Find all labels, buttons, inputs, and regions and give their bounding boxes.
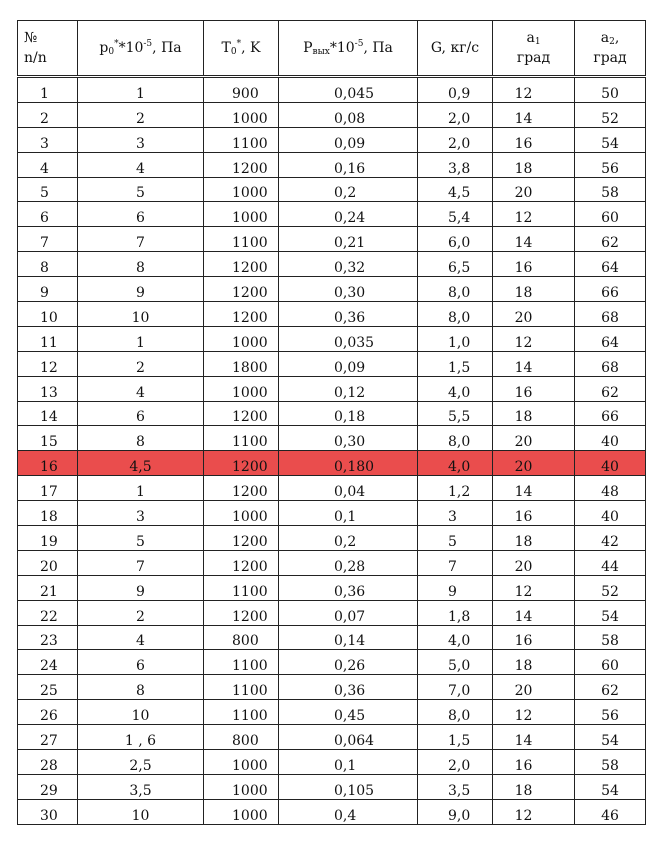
cell-a2: 56 [575,152,646,177]
table-row [18,550,646,575]
cell-t0: 1000 [204,177,279,202]
cell-t0: 1200 [204,526,279,551]
cell-t0: 1200 [204,550,279,575]
cell-a2: 58 [575,625,646,650]
cell-number: 8 [18,252,78,277]
header-a2 [575,21,646,77]
table-row [18,426,646,451]
cell-number: 3 [18,127,78,152]
cell-number: 20 [18,550,78,575]
cell-a2: 60 [575,202,646,227]
cell-p0: 8 [78,675,204,700]
header-pvyh-exp: -5 [354,39,364,49]
table-row [18,202,646,227]
cell-g: 1,0 [418,326,493,351]
cell-a2: 66 [575,401,646,426]
cell-t0: 1000 [204,501,279,526]
table-row [18,152,646,177]
cell-t0: 1000 [204,774,279,799]
cell-pvyh: 0,28 [279,550,418,575]
header-a2-line2: град [593,50,627,66]
table-row [18,675,646,700]
table-row [18,625,646,650]
cell-a1: 20 [493,302,575,327]
cell-a1: 18 [493,774,575,799]
cell-g: 4,0 [418,625,493,650]
cell-a1: 18 [493,526,575,551]
cell-g: 8,0 [418,426,493,451]
cell-g: 6,5 [418,252,493,277]
cell-t0: 1100 [204,227,279,252]
cell-pvyh: 0,105 [279,774,418,799]
cell-number: 29 [18,774,78,799]
table-row [18,302,646,327]
cell-a2: 62 [575,227,646,252]
cell-pvyh: 0,32 [279,252,418,277]
header-pvyh-tail: , Па [363,40,393,56]
cell-number: 10 [18,302,78,327]
table-row [18,177,646,202]
header-p0-sup: * [114,39,119,49]
cell-a1: 20 [493,426,575,451]
cell-a1: 16 [493,625,575,650]
cell-g: 8,0 [418,277,493,302]
cell-p0: 10 [78,700,204,725]
cell-a1: 12 [493,326,575,351]
cell-g: 1,5 [418,351,493,376]
cell-g: 5 [418,526,493,551]
table-row [18,575,646,600]
cell-p0: 5 [78,526,204,551]
cell-a2: 64 [575,252,646,277]
header-pvyh-base: P [303,40,313,56]
table-row [18,476,646,501]
cell-pvyh: 0,1 [279,501,418,526]
cell-p0: 7 [78,550,204,575]
header-p0-exp: -5 [143,39,153,49]
cell-g: 7,0 [418,675,493,700]
cell-t0: 1100 [204,127,279,152]
cell-a2: 58 [575,750,646,775]
variants-table [17,20,646,825]
cell-a2: 64 [575,326,646,351]
cell-a1: 14 [493,102,575,127]
cell-a2: 42 [575,526,646,551]
cell-pvyh: 0,04 [279,476,418,501]
table-row [18,750,646,775]
table-row [18,600,646,625]
header-a1-base: a [526,30,535,46]
cell-a1: 16 [493,127,575,152]
cell-t0: 1000 [204,376,279,401]
table-row [18,252,646,277]
cell-t0: 1000 [204,102,279,127]
cell-g: 4,0 [418,376,493,401]
cell-t0: 900 [204,77,279,103]
cell-pvyh: 0,07 [279,600,418,625]
cell-p0: 10 [78,799,204,824]
cell-a1: 12 [493,77,575,103]
cell-g: 4,5 [418,177,493,202]
cell-g: 5,0 [418,650,493,675]
cell-g: 9 [418,575,493,600]
cell-number: 23 [18,625,78,650]
cell-a1: 12 [493,202,575,227]
cell-t0: 1200 [204,401,279,426]
cell-p0: 5 [78,177,204,202]
header-a1-line1 [493,28,574,48]
table-row [18,401,646,426]
cell-a2: 40 [575,501,646,526]
cell-pvyh: 0,26 [279,650,418,675]
cell-p0: 3,5 [78,774,204,799]
cell-number: 17 [18,476,78,501]
cell-p0: 9 [78,575,204,600]
cell-g: 0,9 [418,77,493,103]
header-pvyh-sub: вых [312,47,330,57]
cell-number: 25 [18,675,78,700]
cell-number: 24 [18,650,78,675]
header-p0-mid: *10 [118,40,144,56]
cell-pvyh: 0,24 [279,202,418,227]
cell-a1: 12 [493,700,575,725]
header-t0-tail: , K [241,40,261,56]
cell-t0: 1100 [204,426,279,451]
cell-number: 28 [18,750,78,775]
cell-p0: 1 [78,77,204,103]
cell-a2: 48 [575,476,646,501]
cell-a2: 68 [575,351,646,376]
header-p0-sub: 0 [108,47,115,57]
header-a2-line1 [575,28,645,48]
cell-a2: 58 [575,177,646,202]
cell-a1: 16 [493,501,575,526]
cell-pvyh: 0,45 [279,700,418,725]
cell-t0: 1100 [204,675,279,700]
table-row [18,700,646,725]
cell-p0: 4 [78,376,204,401]
cell-p0: 4 [78,625,204,650]
header-t0-base: T [221,40,231,56]
cell-p0: 2,5 [78,750,204,775]
header-g-text: G, кг/с [430,40,480,56]
cell-pvyh: 0,180 [279,451,418,476]
cell-a1: 14 [493,725,575,750]
cell-p0: 8 [78,426,204,451]
cell-a2: 40 [575,426,646,451]
table-row [18,127,646,152]
table-row [18,725,646,750]
cell-pvyh: 0,09 [279,351,418,376]
cell-a1: 14 [493,227,575,252]
header-p0-tail: , Па [152,40,182,56]
cell-a2: 40 [575,451,646,476]
cell-pvyh: 0,36 [279,575,418,600]
cell-g: 2,0 [418,127,493,152]
cell-number: 5 [18,177,78,202]
table-row [18,799,646,824]
cell-number: 15 [18,426,78,451]
header-t0 [204,21,279,77]
cell-g: 1,8 [418,600,493,625]
cell-t0: 1200 [204,277,279,302]
cell-number: 6 [18,202,78,227]
cell-t0: 1100 [204,575,279,600]
cell-number: 21 [18,575,78,600]
header-t0-sub: 0 [230,47,237,57]
table-row [18,774,646,799]
cell-t0: 1200 [204,152,279,177]
cell-pvyh: 0,1 [279,750,418,775]
cell-a1: 14 [493,600,575,625]
cell-g: 5,4 [418,202,493,227]
table-row [18,227,646,252]
header-g [418,21,493,77]
cell-a1: 18 [493,401,575,426]
cell-g: 3,8 [418,152,493,177]
cell-t0: 1200 [204,600,279,625]
cell-a2: 44 [575,550,646,575]
cell-t0: 1200 [204,302,279,327]
cell-a1: 12 [493,799,575,824]
cell-number: 18 [18,501,78,526]
cell-p0: 3 [78,501,204,526]
cell-a1: 20 [493,451,575,476]
table-row [18,501,646,526]
cell-pvyh: 0,035 [279,326,418,351]
cell-pvyh: 0,09 [279,127,418,152]
cell-g: 7 [418,550,493,575]
cell-a1: 14 [493,351,575,376]
cell-a2: 54 [575,600,646,625]
cell-number: 7 [18,227,78,252]
variants-table-container [17,20,645,825]
cell-a1: 16 [493,252,575,277]
cell-p0: 2 [78,600,204,625]
cell-g: 6,0 [418,227,493,252]
cell-a2: 56 [575,700,646,725]
cell-a2: 54 [575,774,646,799]
cell-t0: 800 [204,725,279,750]
table-row [18,526,646,551]
cell-number: 22 [18,600,78,625]
cell-p0: 1 [78,326,204,351]
cell-p0: 7 [78,227,204,252]
table-row [18,102,646,127]
header-a1-sub: 1 [534,37,541,47]
cell-t0: 1200 [204,451,279,476]
cell-g: 2,0 [418,102,493,127]
cell-a2: 66 [575,277,646,302]
cell-pvyh: 0,21 [279,227,418,252]
cell-a1: 18 [493,277,575,302]
cell-t0: 1200 [204,476,279,501]
cell-a2: 62 [575,376,646,401]
cell-pvyh: 0,14 [279,625,418,650]
cell-number: 30 [18,799,78,824]
cell-a2: 52 [575,102,646,127]
header-a2-base: a [600,30,610,46]
cell-g: 3 [418,501,493,526]
header-t0-sup: * [236,39,242,49]
cell-a2: 50 [575,77,646,103]
cell-t0: 1200 [204,252,279,277]
cell-pvyh: 0,064 [279,725,418,750]
cell-g: 8,0 [418,700,493,725]
cell-g: 3,5 [418,774,493,799]
cell-p0: 4 [78,152,204,177]
header-number-line1: № [24,30,38,46]
cell-pvyh: 0,12 [279,376,418,401]
header-a1 [493,21,575,77]
cell-number: 11 [18,326,78,351]
cell-g: 4,0 [418,451,493,476]
cell-g: 1,5 [418,725,493,750]
cell-pvyh: 0,18 [279,401,418,426]
header-number-line2: n/n [24,50,47,66]
cell-g: 1,2 [418,476,493,501]
cell-a2: 54 [575,725,646,750]
cell-g: 5,5 [418,401,493,426]
header-pvyh-mid: *10 [329,40,355,56]
cell-pvyh: 0,36 [279,302,418,327]
cell-p0: 1 [78,476,204,501]
table-row [18,277,646,302]
table-row [18,326,646,351]
cell-a1: 20 [493,675,575,700]
cell-a2: 52 [575,575,646,600]
cell-number: 27 [18,725,78,750]
cell-g: 2,0 [418,750,493,775]
cell-pvyh: 0,36 [279,675,418,700]
header-p0 [78,21,204,77]
cell-number: 14 [18,401,78,426]
cell-pvyh: 0,4 [279,799,418,824]
table-row [18,376,646,401]
cell-number: 12 [18,351,78,376]
cell-number: 1 [18,77,78,103]
cell-number: 13 [18,376,78,401]
header-number [18,21,78,77]
cell-t0: 1000 [204,326,279,351]
cell-g: 9,0 [418,799,493,824]
cell-a2: 54 [575,127,646,152]
cell-p0: 6 [78,401,204,426]
cell-number: 19 [18,526,78,551]
table-row-highlighted [18,451,646,476]
header-p0-base: p [99,40,109,56]
cell-number: 16 [18,451,78,476]
cell-a2: 62 [575,675,646,700]
cell-p0: 4,5 [78,451,204,476]
header-pvyh [279,21,418,77]
cell-a1: 18 [493,650,575,675]
cell-t0: 1100 [204,650,279,675]
cell-pvyh: 0,2 [279,177,418,202]
cell-a2: 60 [575,650,646,675]
cell-p0: 6 [78,202,204,227]
cell-p0: 6 [78,650,204,675]
cell-t0: 1000 [204,750,279,775]
cell-pvyh: 0,16 [279,152,418,177]
table-row [18,650,646,675]
cell-p0: 1 , 6 [78,725,204,750]
header-a2-tail: , [614,30,620,46]
cell-a1: 20 [493,177,575,202]
cell-pvyh: 0,2 [279,526,418,551]
table-row [18,351,646,376]
cell-p0: 8 [78,252,204,277]
cell-p0: 2 [78,102,204,127]
cell-number: 2 [18,102,78,127]
header-a1-line2: град [516,50,551,66]
cell-t0: 1000 [204,202,279,227]
cell-pvyh: 0,30 [279,426,418,451]
cell-number: 4 [18,152,78,177]
cell-p0: 2 [78,351,204,376]
cell-a1: 16 [493,376,575,401]
cell-number: 9 [18,277,78,302]
header-a2-sub: 2 [609,37,615,47]
cell-t0: 800 [204,625,279,650]
cell-p0: 3 [78,127,204,152]
cell-a1: 16 [493,750,575,775]
cell-a1: 12 [493,575,575,600]
table-row [18,77,646,103]
cell-a1: 20 [493,550,575,575]
cell-t0: 1100 [204,700,279,725]
cell-pvyh: 0,045 [279,77,418,103]
cell-g: 8,0 [418,302,493,327]
cell-a2: 68 [575,302,646,327]
cell-a1: 18 [493,152,575,177]
table-body [18,77,646,825]
cell-pvyh: 0,30 [279,277,418,302]
cell-t0: 1000 [204,799,279,824]
cell-p0: 9 [78,277,204,302]
cell-number: 26 [18,700,78,725]
table-header-row [18,21,646,77]
cell-p0: 10 [78,302,204,327]
cell-a1: 14 [493,476,575,501]
cell-pvyh: 0,08 [279,102,418,127]
cell-a2: 46 [575,799,646,824]
cell-t0: 1800 [204,351,279,376]
